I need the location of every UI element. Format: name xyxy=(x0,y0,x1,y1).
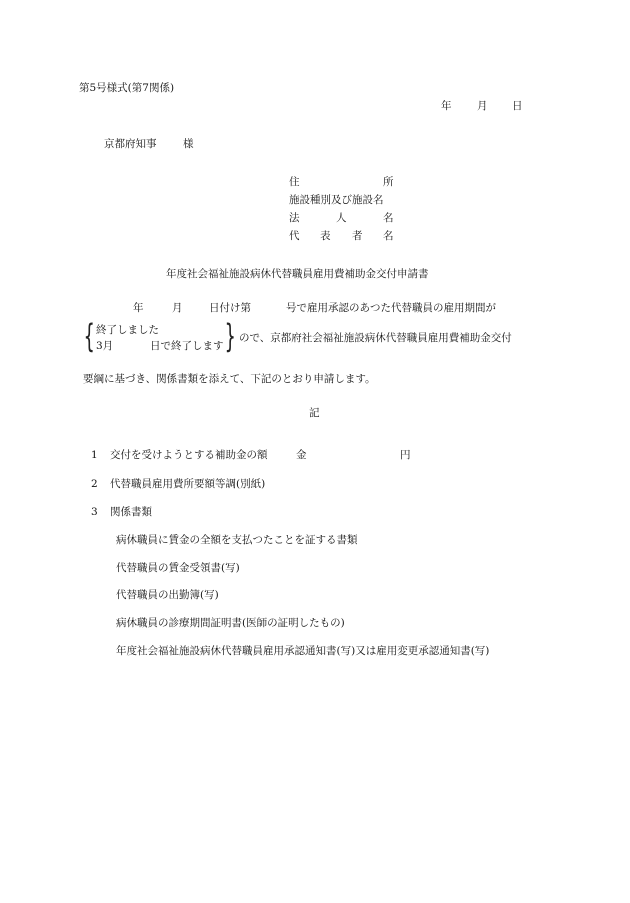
label-rep-b: 表 xyxy=(320,230,331,242)
body-dated: 日付け第 xyxy=(209,302,251,314)
label-rep-d: 名 xyxy=(383,230,394,242)
document-title: 年度社会福祉施設病休代替職員雇用費補助金交付申請書 xyxy=(166,268,429,280)
item-1-en: 円 xyxy=(400,449,411,461)
label-facility: 施設種別及び施設名 xyxy=(289,194,384,206)
body-line2-rest: ので、京都府社会福祉施設病休代替職員雇用費補助金交付 xyxy=(239,332,512,344)
addressee-name: 京都府知事 xyxy=(104,138,157,150)
label-corporation-b: 人 xyxy=(336,212,347,224)
body-line3: 要綱に基づき、関係書類を添えて、下記のとおり申請します。 xyxy=(83,373,376,385)
right-brace: } xyxy=(224,317,236,355)
label-address-b: 所 xyxy=(383,176,394,188)
body-month: 月 xyxy=(172,302,183,314)
label-address-a: 住 xyxy=(289,176,300,188)
addressee-honorific: 様 xyxy=(183,138,194,150)
date-day: 日 xyxy=(512,100,523,112)
item-1-text: 交付を受けようとする補助金の額 xyxy=(110,449,268,461)
option-completed: 終了しました xyxy=(96,324,159,336)
date-month: 月 xyxy=(477,100,488,112)
document-item: 病休職員に賃金の全額を支払つたことを証する書類 xyxy=(116,534,358,546)
body-year: 年 xyxy=(133,302,144,314)
document-item: 代替職員の出勤簿(写) xyxy=(116,589,219,601)
item-2-number: 2 xyxy=(91,478,98,490)
left-brace: { xyxy=(83,317,95,355)
body-line1-rest: 号で雇用承認のあつた代替職員の雇用期間が xyxy=(286,302,496,314)
form-number: 第5号様式(第7関係) xyxy=(79,82,175,94)
item-1-number: 1 xyxy=(91,449,98,461)
date-year: 年 xyxy=(441,100,452,112)
label-corporation-a: 法 xyxy=(289,212,300,224)
option-will-complete: 日で終了します xyxy=(150,340,224,352)
document-item: 代替職員の賃金受領書(写) xyxy=(116,562,240,574)
item-3-number: 3 xyxy=(91,506,98,518)
label-corporation-c: 名 xyxy=(383,212,394,224)
label-rep-c: 者 xyxy=(352,230,363,242)
ki-heading: 記 xyxy=(309,407,320,419)
item-3-text: 関係書類 xyxy=(110,506,152,518)
item-1-kin: 金 xyxy=(296,449,307,461)
label-rep-a: 代 xyxy=(289,230,300,242)
document-item: 年度社会福祉施設病休代替職員雇用承認通知書(写)又は雇用変更承認通知書(写) xyxy=(116,645,490,657)
option-march: 3月 xyxy=(96,340,114,352)
item-2-text: 代替職員雇用費所要額等調(別紙) xyxy=(110,478,266,490)
document-item: 病休職員の診療期間証明書(医師の証明したもの) xyxy=(116,617,345,629)
